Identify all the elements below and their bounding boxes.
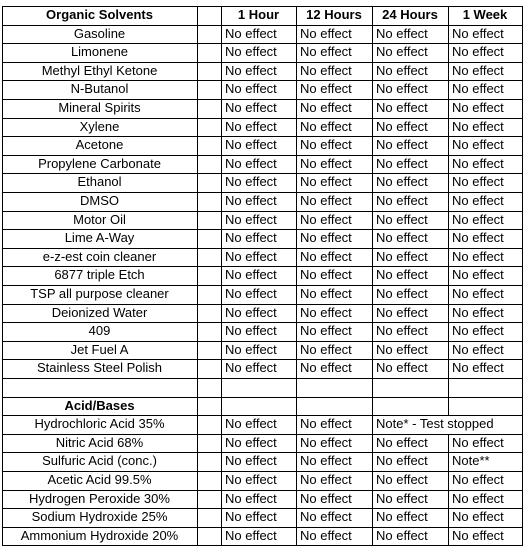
row-border [2,545,523,546]
result-cell: No effect [376,360,428,376]
result-cell: No effect [300,81,352,97]
row-border [2,359,523,360]
chemical-name: Jet Fuel A [70,341,129,357]
row-border [2,229,523,230]
chemical-name: Propylene Carbonate [38,155,161,171]
result-cell: No effect [300,416,352,432]
row-border [2,155,523,156]
chemical-name: Motor Oil [73,211,126,227]
result-cell: No effect [376,193,428,208]
result-cell: No effect [300,453,352,469]
result-cell: No effect [225,100,277,115]
result-cell: No effect [225,527,277,543]
table-row [0,285,524,303]
row-border [2,173,523,174]
col-border [197,6,198,545]
row-border [2,304,523,305]
result-cell: No effect [300,211,352,227]
chemical-name: Hydrogen Peroxide 30% [29,490,170,506]
result-cell: No effect [376,341,428,357]
table-row [0,136,524,154]
row-border [2,490,523,491]
result-cell: No effect [225,490,277,506]
row-border [2,508,523,509]
result-cell: No effect [225,25,277,41]
result-cell: No effect [300,137,352,153]
result-cell: No effect [376,118,428,134]
result-cell: No effect [376,323,428,339]
row-border [2,397,523,398]
chemical-name: TSP all purpose cleaner [30,286,169,301]
col-border [448,434,449,546]
result-cell: No effect [225,323,277,339]
row-border [2,99,523,100]
result-cell: No effect [300,155,352,171]
result-cell: No effect [452,341,504,357]
section-row [0,397,524,415]
result-cell: No effect [452,267,504,283]
chemical-name: Acetic Acid 99.5% [47,472,152,487]
chemical-name: Ethanol [77,174,122,190]
table-row [0,118,524,136]
table-row [0,471,524,489]
result-cell: No effect [452,155,504,171]
result-cell: Note** [452,453,490,469]
result-cell: No effect [376,230,428,246]
result-cell: No effect [300,44,352,60]
chemical-name: Gasoline [73,25,126,41]
row-border [2,43,523,44]
result-cell: No effect [452,25,504,41]
result-cell: No effect [376,472,428,487]
result-cell: No effect [225,155,277,171]
result-cell: Note* - Test stopped [376,416,494,432]
chemical-name: Acetone [75,137,124,153]
result-cell: No effect [300,341,352,357]
result-cell: No effect [376,434,428,450]
row-border [2,211,523,212]
chemical-name: e-z-est coin cleaner [42,248,157,264]
row-border [2,80,523,81]
result-cell: No effect [452,81,504,97]
result-cell: No effect [300,472,352,487]
result-cell: No effect [225,434,277,450]
result-cell: No effect [376,509,428,525]
result-cell: No effect [225,211,277,227]
result-cell: No effect [452,100,504,115]
result-cell: No effect [376,137,428,153]
row-border [2,266,523,267]
chemical-name: Ammonium Hydroxide 20% [20,527,179,543]
result-cell: No effect [376,25,428,41]
result-cell: No effect [300,286,352,301]
result-cell: No effect [376,267,428,283]
result-cell: No effect [300,323,352,339]
col-border [448,6,449,415]
table-row [0,527,524,545]
result-cell: No effect [376,527,428,543]
table-row [0,62,524,80]
result-cell: No effect [225,193,277,208]
result-cell: No effect [376,81,428,97]
result-cell: No effect [452,360,504,376]
row-border [2,6,523,7]
chemical-name: Mineral Spirits [58,100,141,115]
result-cell: No effect [225,472,277,487]
result-cell: No effect [452,44,504,60]
result-cell: No effect [376,286,428,301]
header-col: 12 Hours [306,7,362,22]
chemical-name: DMSO [80,193,119,208]
result-cell: No effect [376,211,428,227]
result-cell: No effect [225,304,277,320]
result-cell: No effect [452,286,504,301]
result-cell: No effect [225,62,277,78]
result-cell: No effect [300,193,352,208]
result-cell: No effect [225,286,277,301]
col-border [296,6,297,545]
row-border [2,415,523,416]
result-cell: No effect [452,193,504,208]
result-cell: No effect [300,25,352,41]
table-row [0,341,524,359]
table-row [0,248,524,266]
chemical-name: Hydrochloric Acid 35% [34,416,165,432]
chemical-name: Deionized Water [51,304,148,320]
table-row [0,192,524,210]
table-row [0,173,524,191]
row-border [2,452,523,453]
table-row [0,266,524,284]
result-cell: No effect [300,230,352,246]
blank-row [0,378,524,396]
chemical-name: 6877 triple Etch [54,267,145,283]
result-cell: No effect [225,248,277,264]
table-row [0,80,524,98]
result-cell: No effect [300,118,352,134]
result-cell: No effect [300,509,352,525]
row-border [2,434,523,435]
result-cell: No effect [225,230,277,246]
table-row [0,508,524,526]
result-cell: No effect [452,472,504,487]
result-cell: No effect [376,100,428,115]
result-cell: No effect [225,416,277,432]
result-cell: No effect [225,81,277,97]
header-col: 1 Week [462,7,508,22]
result-cell: No effect [452,490,504,506]
row-border [2,527,523,528]
row-border [2,118,523,119]
header-col: 24 Hours [382,7,438,22]
chemical-name: Stainless Steel Polish [36,360,162,376]
result-cell: No effect [452,248,504,264]
result-cell: No effect [452,230,504,246]
row-border [2,471,523,472]
row-border [2,248,523,249]
result-cell: No effect [225,44,277,60]
result-cell: No effect [452,304,504,320]
result-cell: No effect [300,62,352,78]
section-title: Acid/Bases [64,397,135,413]
result-cell: No effect [300,434,352,450]
chemical-name: Sulfuric Acid (conc.) [42,453,157,469]
table-row [0,43,524,61]
result-cell: No effect [300,304,352,320]
result-cell: No effect [225,360,277,376]
row-border [2,341,523,342]
result-cell: No effect [376,174,428,190]
row-border [2,322,523,323]
col-border [372,6,373,545]
result-cell: No effect [225,341,277,357]
row-border [2,25,523,26]
result-cell: No effect [452,434,504,450]
table-row [0,359,524,377]
result-cell: No effect [452,62,504,78]
result-cell: No effect [452,509,504,525]
chemical-name: Xylene [79,118,120,134]
row-border [2,378,523,379]
chemical-name: Lime A-Way [64,230,135,246]
result-cell: No effect [452,527,504,543]
table-row [0,211,524,229]
result-cell: No effect [376,453,428,469]
result-cell: No effect [225,174,277,190]
row-border [2,62,523,63]
result-cell: No effect [300,360,352,376]
result-cell: No effect [300,267,352,283]
chemical-name: 409 [88,323,111,339]
table-row [0,415,524,433]
chemical-name: Sodium Hydroxide 25% [31,509,168,525]
result-cell: No effect [376,62,428,78]
table-row [0,229,524,247]
result-cell: No effect [452,323,504,339]
table-row [0,490,524,508]
result-cell: No effect [376,155,428,171]
header-row [0,6,524,24]
result-cell: No effect [300,100,352,115]
col-border [221,6,222,545]
result-cell: No effect [225,118,277,134]
chemical-name: Methyl Ethyl Ketone [41,62,158,78]
chemical-name: N-Butanol [70,81,129,97]
result-cell: No effect [452,137,504,153]
table-row [0,434,524,452]
result-cell: No effect [300,248,352,264]
result-cell: No effect [300,174,352,190]
table-row [0,304,524,322]
result-cell: No effect [376,304,428,320]
col-border [522,6,523,545]
result-cell: No effect [300,527,352,543]
result-cell: No effect [452,211,504,227]
row-border [2,192,523,193]
table-row [0,322,524,340]
result-cell: No effect [376,490,428,506]
row-border [2,136,523,137]
result-cell: No effect [376,44,428,60]
result-cell: No effect [225,137,277,153]
result-cell: No effect [452,174,504,190]
table-row [0,155,524,173]
result-cell: No effect [225,453,277,469]
result-cell: No effect [300,490,352,506]
result-cell [448,415,522,433]
result-cell: No effect [452,118,504,134]
row-border [2,285,523,286]
table-row [0,99,524,117]
chemical-name: Nitric Acid 68% [55,434,144,450]
result-cell: No effect [225,267,277,283]
header-category: Organic Solvents [46,7,153,22]
table-row [0,25,524,43]
header-col: 1 Hour [237,7,280,22]
result-cell: No effect [376,248,428,264]
table-row [0,452,524,470]
chemical-name: Limonene [70,44,129,60]
result-cell: No effect [225,509,277,525]
col-border [2,6,3,545]
